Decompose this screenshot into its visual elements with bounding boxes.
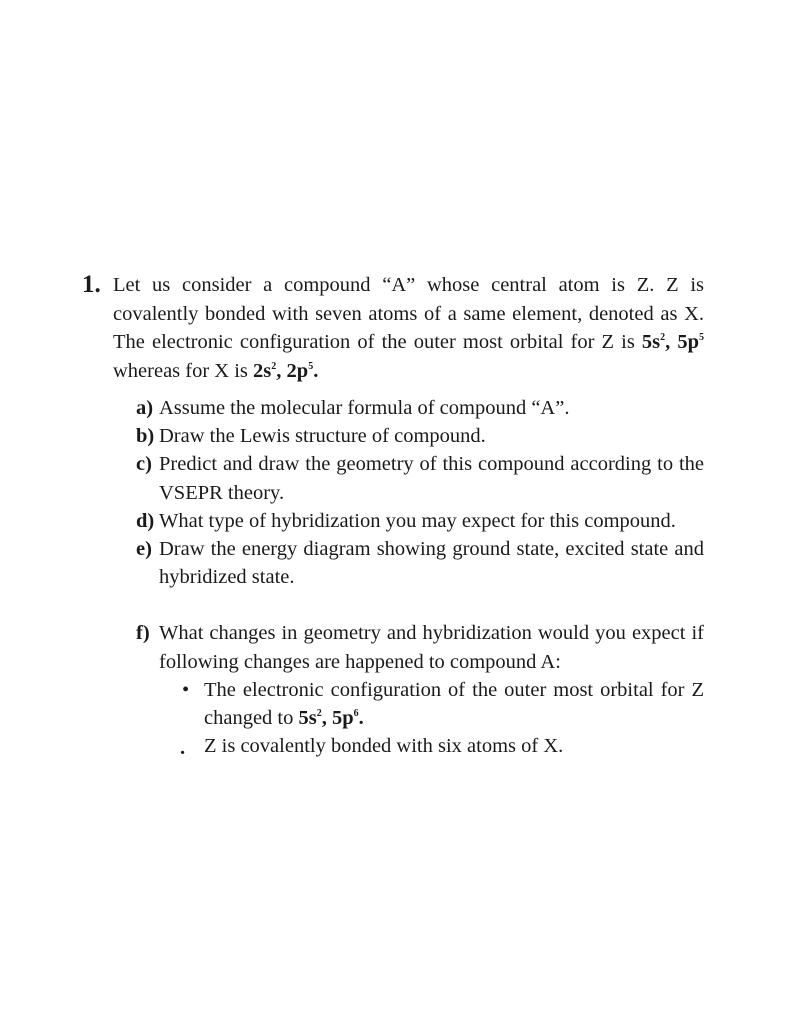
x-config: $2s^2$, $2p^5$.: [253, 359, 319, 382]
sub-question-text: What changes in geometry and hybridization would you expect if following changes are happened to compound A:: [159, 622, 704, 673]
change-list: [136, 676, 704, 761]
new-z-config: $5s^2$, $5p^6$.: [298, 707, 364, 730]
sub-question-label: b): [136, 425, 155, 448]
sub-question-label: f): [136, 622, 150, 645]
sub-question-list: [136, 394, 704, 760]
sub-question-label: a): [136, 397, 154, 419]
stem-text: Let us consider a compound “A” whose central atom is Z. Z is covalently bonded with seven atoms of a same element, denoted as X. The electronic configuration of the outer most orbital for Z is: [113, 274, 704, 353]
change-item-config: [182, 676, 704, 732]
sub-question-text: Draw the Lewis structure of compound.: [159, 425, 486, 448]
sub-question-label: d): [136, 509, 155, 532]
change-item-bonding: [182, 732, 704, 760]
sub-question-label: c): [136, 453, 152, 476]
bullet-icon: .: [180, 737, 186, 760]
sub-question-f: [136, 619, 704, 675]
sub-question-b: [136, 422, 704, 450]
z-config: $5s^2$, $5p^5$: [641, 331, 705, 353]
sub-question-e: [136, 535, 704, 591]
bullet-icon: •: [182, 678, 190, 701]
stem-mid-text: whereas for X is: [113, 359, 254, 382]
change-text: The electronic configuration of the outer most orbital for Z changed to: [204, 678, 704, 730]
sub-question-text: Assume the molecular formula of compound “A”.: [159, 397, 570, 419]
sub-question-text: Draw the energy diagram showing ground state, excited state and hybridized state.: [159, 538, 704, 589]
sub-question-text: Predict and draw the geometry of this compound according to the VSEPR theory.: [159, 453, 704, 504]
sub-question-c: [136, 450, 704, 506]
question-stem: [113, 271, 704, 385]
sub-question-text: What type of hybridization you may expect for this compound.: [159, 509, 676, 532]
change-text: Z is covalently bonded with six atoms of X.: [204, 735, 564, 758]
sub-question-a: [136, 394, 704, 422]
sub-question-d: [136, 507, 704, 535]
question-number: 1.: [82, 271, 101, 298]
sub-question-label: e): [136, 538, 152, 561]
